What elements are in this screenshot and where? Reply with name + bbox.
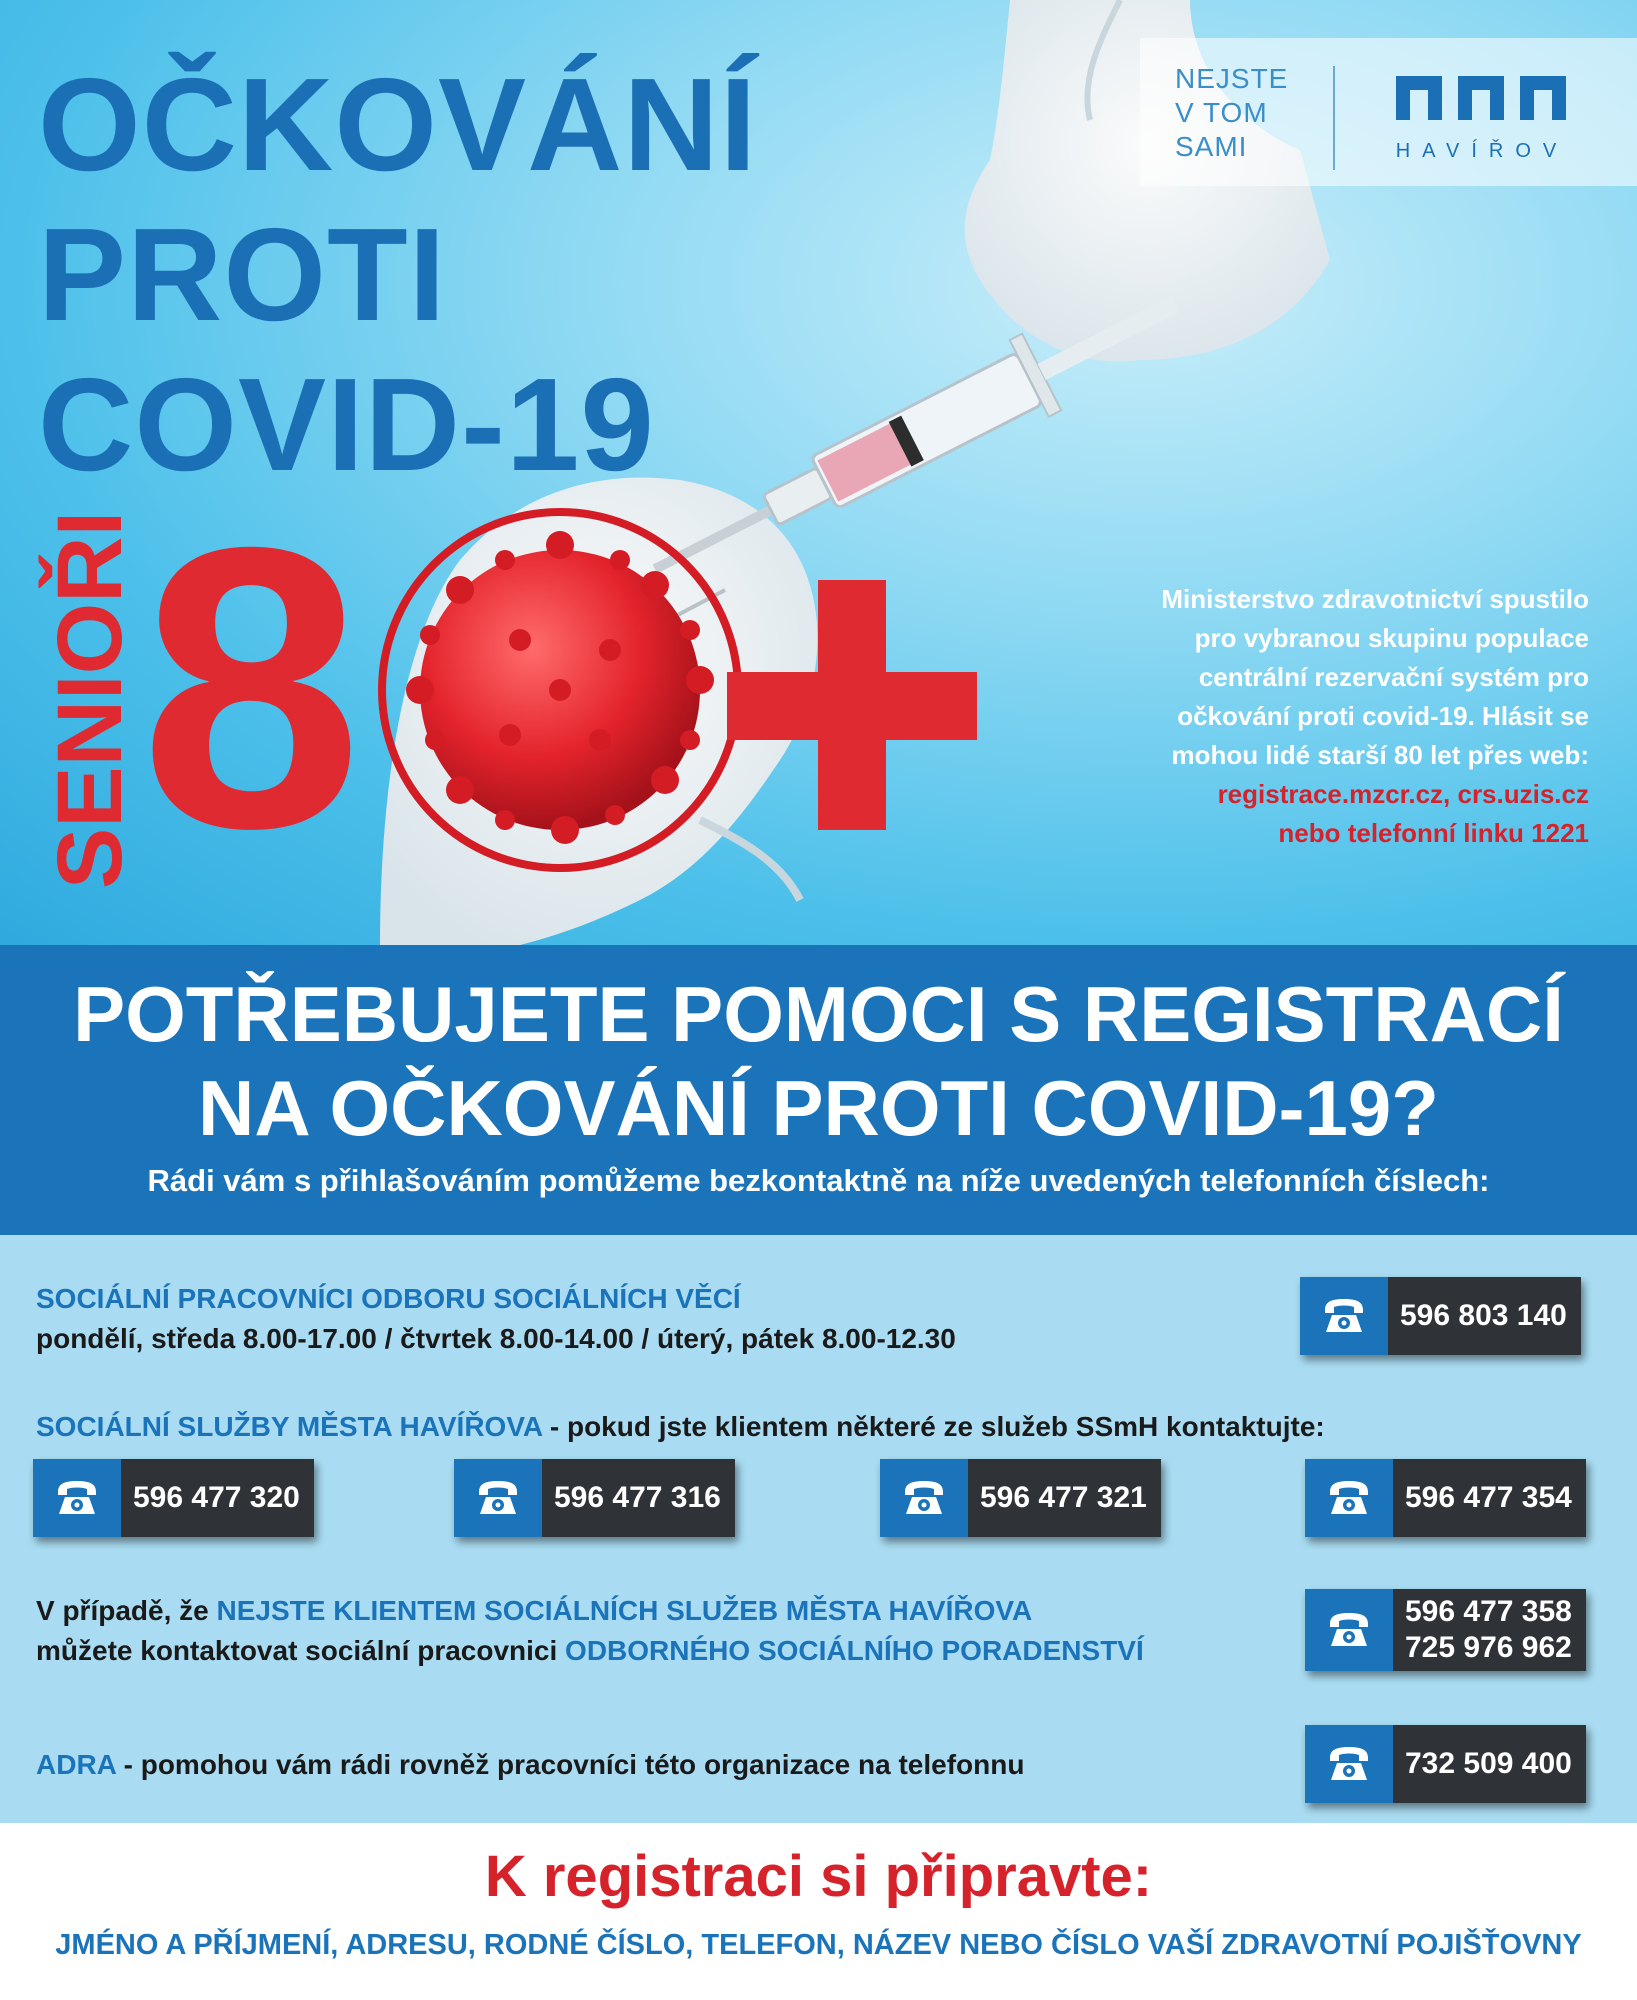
phone-icon (1305, 1725, 1393, 1803)
info-line: centrální rezervační systém pro (1198, 662, 1589, 692)
phone-icon (33, 1459, 121, 1537)
phone-number: 596 477 320 (121, 1459, 314, 1537)
phone-number: 596 477 321 (968, 1459, 1161, 1537)
phone-icon (454, 1459, 542, 1537)
logo-city-name: HAVÍŘOV (1395, 140, 1569, 162)
phone-icon (1300, 1277, 1388, 1355)
phone-button[interactable] (1305, 1459, 1586, 1537)
phone-number: 596 477 316 (542, 1459, 735, 1537)
phone-number: 725 976 962 (1405, 1631, 1572, 1664)
required-documents: JMÉNO A PŘÍJMENÍ, ADRESU, RODNÉ ČÍSLO, TELEFON, NÁZEV NEBO ČÍSLO VAŠÍ ZDRAVOTNÍ POJIŠŤOVNY (55, 1929, 1582, 1961)
phone-icon (880, 1459, 968, 1537)
advisory-line-2 (36, 1632, 1144, 1670)
adra-title: ADRA (36, 1749, 116, 1780)
info-line: pro vybranou skupinu populace (1194, 623, 1589, 653)
info-line: očkování proti covid-19. Hlásit se (1177, 701, 1589, 731)
age-number: 8 (140, 464, 363, 911)
phone-icon (1305, 1459, 1393, 1537)
headline-line: POTŘEBUJETE POMOCI S REGISTRACÍ (73, 970, 1564, 1058)
phone-number: 732 509 400 (1393, 1725, 1586, 1803)
title-line: COVID-19 (38, 351, 655, 498)
office-hours: pondělí, středa 8.00-17.00 / čtvrtek 8.00-14.00 / úterý, pátek 8.00-12.30 (36, 1323, 956, 1354)
registration-hotline: nebo telefonní linku 1221 (1278, 818, 1589, 848)
seniori-label: SENIOŘI (39, 510, 141, 890)
social-workers-title: SOCIÁLNÍ PRACOVNÍCI ODBORU SOCIÁLNÍCH VĚCÍ (36, 1283, 741, 1314)
motto-line: NEJSTE (1175, 63, 1289, 94)
info-line: Ministerstvo zdravotnictví spustilo (1161, 584, 1589, 614)
hero-section (0, 0, 1637, 945)
motto (1175, 62, 1315, 164)
phone-number: 596 803 140 (1388, 1277, 1581, 1355)
headline-line: NA OČKOVÁNÍ PROTI COVID-19? (198, 1064, 1439, 1152)
motto-line: V TOM (1175, 97, 1268, 128)
phone-number-pair (1393, 1589, 1586, 1671)
help-headline (0, 967, 1637, 1155)
advisory-highlight: ODBORNÉHO SOCIÁLNÍHO PORADENSTVÍ (565, 1635, 1144, 1666)
help-subline: Rádi vám s přihlašováním pomůžeme bezkontaktně na níže uvedených telefonních číslech: (147, 1163, 1490, 1198)
advisory-line-1 (36, 1592, 1032, 1630)
ssmh-text: - pokud jste klientem některé ze služeb SSmH kontaktujte: (542, 1411, 1325, 1442)
phone-number: 596 477 358 (1405, 1595, 1572, 1628)
phone-button[interactable] (1305, 1725, 1586, 1803)
registration-links[interactable]: registrace.mzcr.cz, crs.uzis.cz (1217, 779, 1589, 809)
adra-row-label (36, 1746, 1024, 1784)
logo-divider (1333, 66, 1335, 170)
havirov-logo-icon (1392, 70, 1572, 124)
phone-icon (1305, 1589, 1393, 1671)
page-title (38, 50, 757, 500)
help-banner (0, 945, 1637, 1235)
contacts-section (0, 1235, 1637, 1823)
footer-section (0, 1823, 1637, 2000)
ssmh-row-label (36, 1408, 1325, 1446)
phone-number: 596 477 354 (1393, 1459, 1586, 1537)
info-text (1029, 580, 1589, 853)
title-line: OČKOVÁNÍ (38, 51, 758, 198)
phone-button[interactable] (33, 1459, 314, 1537)
advisory-highlight: NEJSTE KLIENTEM SOCIÁLNÍCH SLUŽEB MĚSTA HAVÍŘOVA (216, 1595, 1033, 1626)
phone-button[interactable] (1305, 1589, 1586, 1671)
advisory-prefix: můžete kontaktovat sociální pracovnici (36, 1635, 566, 1666)
ssmh-title: SOCIÁLNÍ SLUŽBY MĚSTA HAVÍŘOVA (36, 1411, 543, 1442)
footer-title: K registraci si připravte: (484, 1844, 1153, 1909)
info-line: mohou lidé starší 80 let přes web: (1171, 740, 1589, 770)
phone-button[interactable] (454, 1459, 735, 1537)
adra-text: - pomohou vám rádi rovněž pracovníci této organizace na telefonnu (115, 1749, 1025, 1780)
advisory-prefix: V případě, že (36, 1595, 217, 1626)
title-line: PROTI (38, 201, 447, 348)
phone-button[interactable] (880, 1459, 1161, 1537)
virus-icon (382, 512, 738, 868)
phone-button[interactable] (1300, 1277, 1581, 1355)
motto-line: SAMI (1175, 131, 1248, 162)
